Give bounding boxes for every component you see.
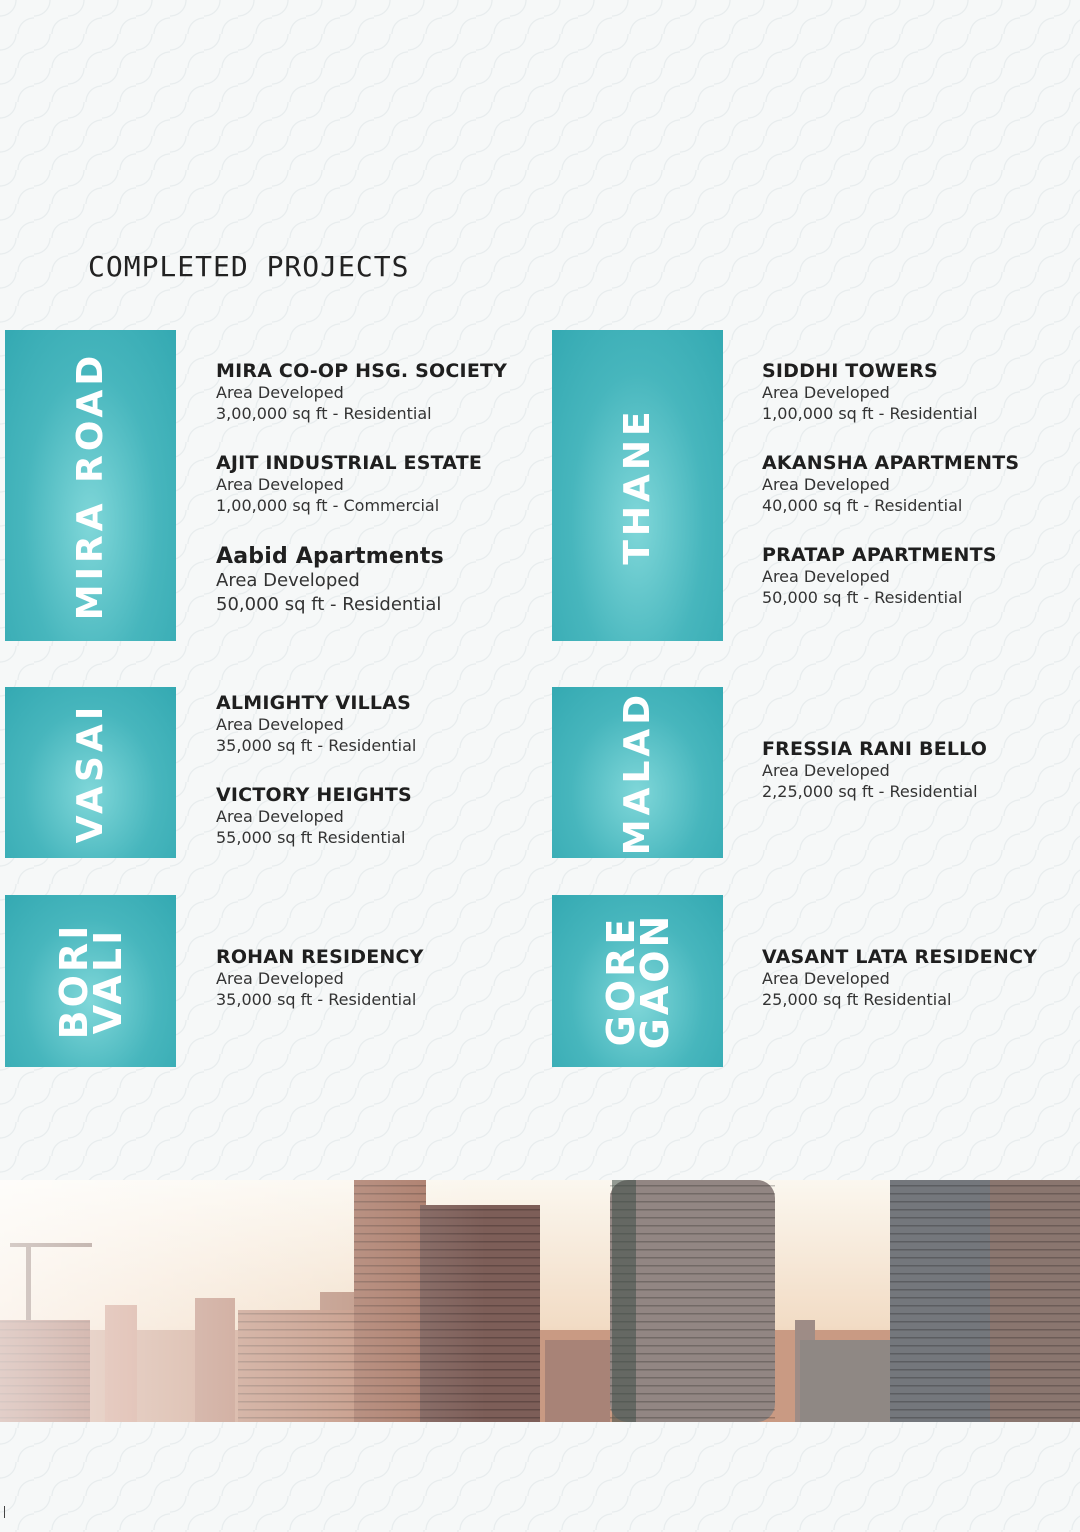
project-pratap-apartments xyxy=(762,544,997,608)
project-fressia-rani-bello xyxy=(762,738,987,802)
project-detail: 40,000 sq ft - Residential xyxy=(762,496,963,515)
project-name: MIRA CO-OP HSG. SOCIETY xyxy=(216,360,508,382)
location-label-vasai: VASAI xyxy=(69,702,111,843)
location-tile-mira-road xyxy=(5,330,176,641)
project-aabid-apartments xyxy=(216,544,444,617)
project-name: AKANSHA APARTMENTS xyxy=(762,452,1020,474)
project-vasant-lata-residency xyxy=(762,946,1037,1010)
page-edge-mark xyxy=(4,1506,5,1518)
project-area-label: Area Developed xyxy=(762,475,890,494)
location-label-borivali xyxy=(51,922,130,1040)
project-area-label: Area Developed xyxy=(762,969,890,988)
page-title: COMPLETED PROJECTS xyxy=(88,250,410,283)
project-akansha-apartments xyxy=(762,452,1019,516)
location-tile-malad xyxy=(552,687,723,858)
project-area-label: Area Developed xyxy=(216,969,344,988)
project-detail: 25,000 sq ft Residential xyxy=(762,990,952,1009)
project-detail: 1,00,000 sq ft - Residential xyxy=(762,404,978,423)
project-area-label: Area Developed xyxy=(216,383,344,402)
project-name: FRESSIA RANI BELLO xyxy=(762,738,988,760)
project-mira-co-op xyxy=(216,360,507,424)
project-ajit-industrial xyxy=(216,452,482,516)
project-name: Aabid Apartments xyxy=(216,544,444,569)
location-label-goregaon xyxy=(598,912,677,1050)
project-name: VICTORY HEIGHTS xyxy=(216,784,412,806)
project-detail: 35,000 sq ft - Residential xyxy=(216,736,417,755)
location-label-line: GORE xyxy=(598,915,643,1047)
project-victory-heights xyxy=(216,784,412,848)
location-label-thane: THANE xyxy=(616,406,658,565)
location-label-line: VALI xyxy=(85,927,130,1035)
location-label-malad: MALAD xyxy=(616,690,658,855)
project-almighty-villas xyxy=(216,692,416,756)
project-name: ALMIGHTY VILLAS xyxy=(216,692,411,714)
project-detail: 2,25,000 sq ft - Residential xyxy=(762,782,978,801)
project-area-label: Area Developed xyxy=(216,475,344,494)
project-area-label: Area Developed xyxy=(762,761,890,780)
project-name: PRATAP APARTMENTS xyxy=(762,544,997,566)
project-name: SIDDHI TOWERS xyxy=(762,360,938,382)
location-tile-thane xyxy=(552,330,723,641)
location-tile-borivali xyxy=(5,895,176,1067)
project-siddhi-towers xyxy=(762,360,978,424)
project-area-label: Area Developed xyxy=(762,567,890,586)
project-detail: 3,00,000 sq ft - Residential xyxy=(216,404,432,423)
project-detail: 50,000 sq ft - Residential xyxy=(216,594,442,615)
project-rohan-residency xyxy=(216,946,424,1010)
project-name: ROHAN RESIDENCY xyxy=(216,946,424,968)
location-tile-vasai xyxy=(5,687,176,858)
location-tile-goregaon xyxy=(552,895,723,1067)
project-name: VASANT LATA RESIDENCY xyxy=(762,946,1038,968)
location-label-mira-road: MIRA ROAD xyxy=(69,351,111,620)
project-detail: 1,00,000 sq ft - Commercial xyxy=(216,496,440,515)
project-area-label: Area Developed xyxy=(216,715,344,734)
project-detail: 55,000 sq ft Residential xyxy=(216,828,406,847)
project-detail: 50,000 sq ft - Residential xyxy=(762,588,963,607)
location-label-line: GAON xyxy=(632,912,677,1050)
project-area-label: Area Developed xyxy=(216,807,344,826)
project-name: AJIT INDUSTRIAL ESTATE xyxy=(216,452,483,474)
project-area-label: Area Developed xyxy=(216,570,360,591)
project-area-label: Area Developed xyxy=(762,383,890,402)
project-detail: 35,000 sq ft - Residential xyxy=(216,990,417,1009)
city-skyline-photo xyxy=(0,1180,1080,1422)
location-label-line: BORI xyxy=(51,922,96,1040)
